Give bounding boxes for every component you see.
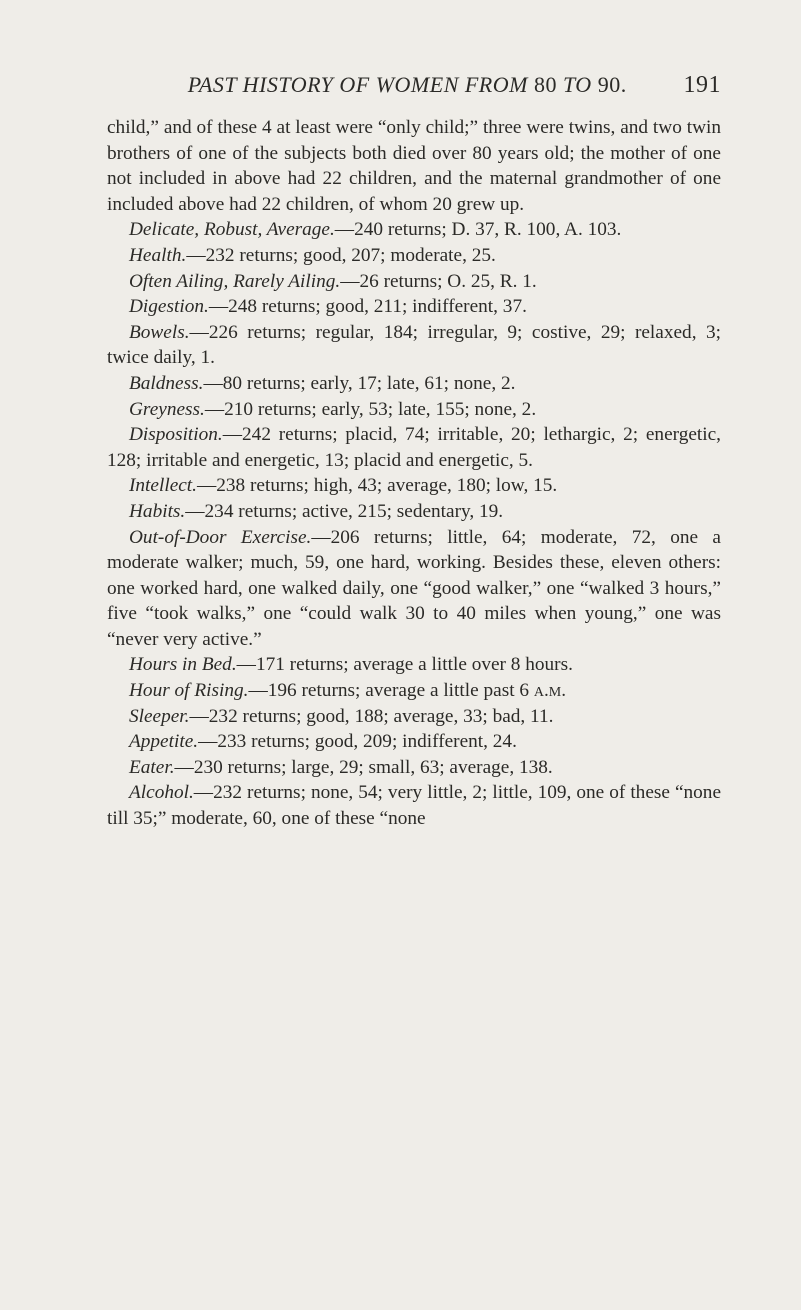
paragraph-label: Greyness. (129, 398, 205, 420)
paragraph-label: Delicate, Robust, Average. (129, 219, 335, 241)
paragraph-text: —80 returns; early, 17; late, 61; none, 2. (203, 372, 516, 394)
paragraph-text: —232 returns; good, 207; moderate, 25. (186, 244, 496, 266)
paragraph-text: —206 returns; little, 64; moderate, 72, one a moderate walker; much, 59, one hard, working. Besides these, eleven others: one worked hard, one walked daily, one “good walker,” one “walked 3 hours,” five “took walks,” one “could walk 30 to 40 miles when young,” one was “never very active.” (107, 526, 721, 650)
paragraph-text: —238 returns; high, 43; average, 180; low, 15. (196, 475, 558, 497)
paragraph-continuation (107, 115, 721, 217)
paragraph-text: —242 returns; placid, 74; irritable, 20; lethargic, 2; energetic, 128; irritable and energetic, 13; placid and energetic, 5. (107, 424, 721, 471)
paragraph-text: —234 returns; active, 215; sedentary, 19. (185, 500, 504, 522)
paragraph-text: —26 returns; O. 25, R. 1. (340, 270, 537, 292)
paragraph-text: —233 returns; good, 209; indifferent, 24. (198, 731, 517, 753)
paragraph-label: Intellect. (129, 475, 197, 497)
paragraph-label: Hours in Bed. (129, 654, 237, 676)
paragraph-label: Health. (129, 244, 187, 266)
paragraph-baldness (107, 371, 721, 397)
paragraph-text: —240 returns; D. 37, R. 100, A. 103. (334, 219, 622, 241)
paragraph-out-of-door-exercise (107, 525, 721, 653)
running-title-part1: PAST HISTORY OF WOMEN FROM (187, 72, 528, 97)
paragraph-hours-in-bed (107, 652, 721, 678)
paragraph-delicate-robust-average (107, 217, 721, 243)
paragraph-hour-of-rising (107, 678, 721, 704)
paragraph-label: Alcohol. (129, 782, 194, 804)
paragraph-bowels (107, 320, 721, 371)
paragraph-greyness (107, 397, 721, 423)
paragraph-label: Digestion. (129, 296, 209, 318)
running-title-num2: 90. (591, 72, 627, 97)
paragraph-label: Hour of Rising. (129, 680, 249, 702)
running-title-part2: TO (562, 72, 592, 97)
paragraph-health (107, 243, 721, 269)
paragraph-label: Out-of-Door Exercise. (129, 526, 312, 548)
paragraph-label: Baldness. (129, 372, 204, 394)
paragraph-disposition (107, 422, 721, 473)
paragraph-appetite (107, 729, 721, 755)
paragraph-label: Often Ailing, Rarely Ailing. (129, 270, 341, 292)
paragraph-label: Appetite. (129, 731, 199, 753)
paragraph-text: —171 returns; average a little over 8 hours. (236, 654, 573, 676)
paragraph-eater (107, 755, 721, 781)
paragraph-text: —210 returns; early, 53; late, 155; none, 2. (204, 398, 537, 420)
paragraph-text: —232 returns; good, 188; average, 33; bad, 11. (189, 705, 554, 727)
running-title (107, 72, 684, 98)
running-head (107, 72, 721, 99)
body-text (107, 115, 721, 832)
paragraph-habits (107, 499, 721, 525)
paragraph-often-ailing (107, 269, 721, 295)
paragraph-label: Sleeper. (129, 705, 190, 727)
paragraph-sleeper (107, 704, 721, 730)
paragraph-text: —226 returns; regular, 184; irregular, 9; costive, 29; relaxed, 3; twice daily, 1. (107, 321, 721, 369)
paragraph-smallcaps: a.m. (533, 680, 567, 702)
paragraph-label: Disposition. (129, 424, 223, 446)
paragraph-label: Habits. (129, 500, 186, 522)
paragraph-text: —248 returns; good, 211; indifferent, 37. (208, 296, 527, 318)
paragraph-label: Bowels. (129, 321, 190, 343)
paragraph-text: —196 returns; average a little past 6 (248, 680, 534, 702)
page-number: 191 (683, 72, 721, 98)
paragraph-intellect (107, 473, 721, 499)
paragraph-text: child,” and of these 4 at least were “only child;” three were twins, and two twin brothers of one of the subjects both died over 80 years old; the mother of one not included in above had 22 children, and the maternal grandmother of one included above had 22 children, of whom 20 grew up. (107, 117, 721, 215)
paragraph-alcohol (107, 780, 721, 831)
paragraph-digestion (107, 294, 721, 320)
running-title-num1: 80 (527, 72, 563, 97)
paragraph-text: —230 returns; large, 29; small, 63; average, 138. (174, 756, 553, 778)
paragraph-text: —232 returns; none, 54; very little, 2; little, 109, one of these “none till 35;” moderate, 60, one of these “none (107, 782, 721, 830)
paragraph-label: Eater. (129, 756, 175, 778)
